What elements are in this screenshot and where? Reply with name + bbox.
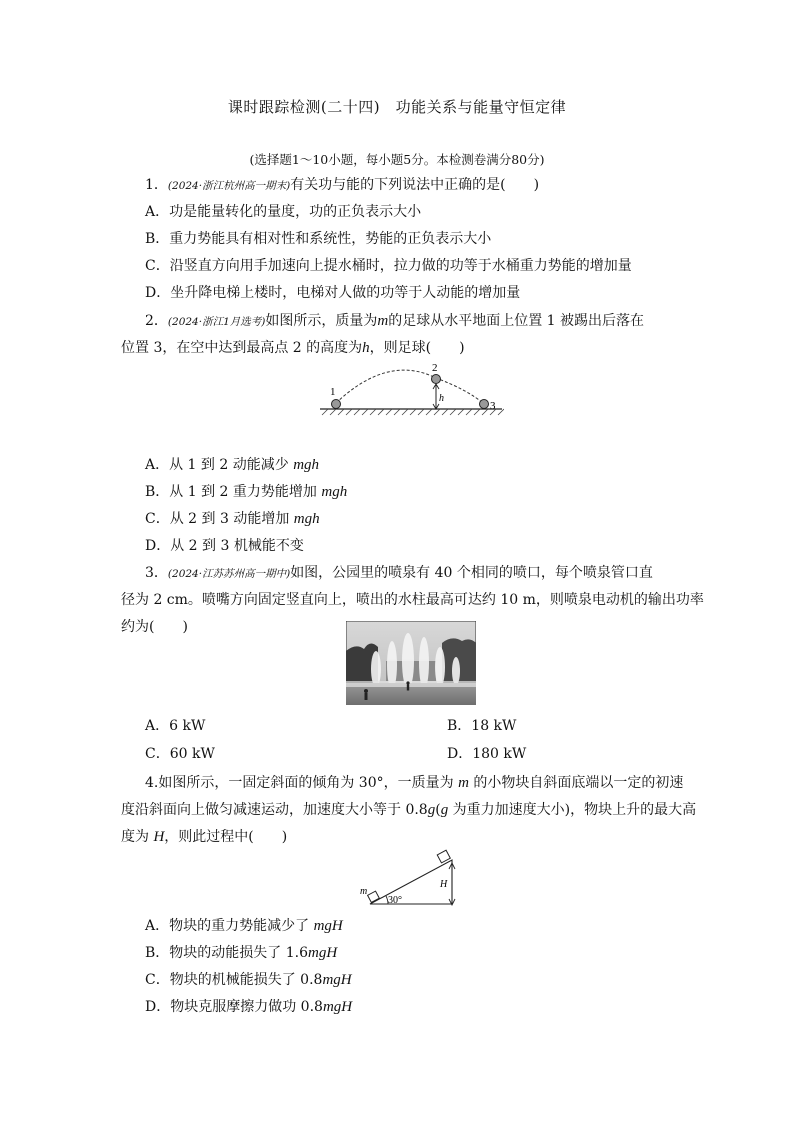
q4-var-g1: g bbox=[427, 802, 436, 818]
q3-text-1: 如图，公园里的喷泉有 40 个相同的喷口，每个喷泉管口直 bbox=[290, 565, 653, 581]
q2-a-math: mgh bbox=[293, 457, 320, 473]
q3-option-b: B．18 kW bbox=[447, 718, 517, 734]
q4-c-text: C．物块的机械能损失了 0.8 bbox=[145, 972, 323, 988]
q2-stem-line1 bbox=[145, 311, 644, 332]
q4-c-math: mgH bbox=[322, 972, 352, 988]
q2-c-math: mgh bbox=[293, 511, 320, 527]
q3-option-d: D．180 kW bbox=[447, 746, 527, 762]
ball-position-2 bbox=[432, 375, 441, 384]
q4-stem-line1 bbox=[145, 773, 683, 793]
ball-position-3 bbox=[480, 400, 489, 409]
fountain-photo bbox=[346, 621, 476, 705]
q2-text-1a: 如图所示，质量为 bbox=[265, 313, 378, 329]
q2-var-m: m bbox=[377, 313, 389, 329]
q1-source: (2024·浙江杭州高一期末) bbox=[167, 180, 291, 192]
q3-number: 3． bbox=[145, 565, 168, 581]
q3-stem-line2: 径为 2 cm。喷嘴方向固定竖直向上，喷出的水柱最高可达约 10 m，则喷泉电动机的输出功率 bbox=[121, 592, 704, 608]
q4-text-3a: 度为 bbox=[121, 829, 154, 845]
q4-b-text: B．物块的动能损失了 1.6 bbox=[145, 945, 309, 961]
q4-text-1b: 的小物块自斜面底端以一定的初速 bbox=[468, 775, 684, 791]
ball-position-1 bbox=[332, 400, 341, 409]
q2-stem-line2 bbox=[121, 338, 465, 358]
q4-option-b bbox=[145, 943, 337, 963]
q2-number: 2． bbox=[145, 313, 168, 329]
q4-text-2a: 度沿斜面向上做匀减速运动，加速度大小等于 0.8 bbox=[121, 802, 428, 818]
q4-d-math: mgH bbox=[322, 999, 353, 1015]
page-title: 课时跟踪检测(二十四) 功能关系与能量守恒定律 bbox=[227, 98, 567, 116]
ground-hatch bbox=[322, 409, 504, 415]
q1-stem bbox=[145, 175, 539, 196]
q1-option-d: D．坐升降电梯上楼时，电梯对人做的功等于人动能的增加量 bbox=[145, 285, 521, 301]
q2-option-c bbox=[145, 509, 320, 529]
q3-option-c: C．60 kW bbox=[145, 746, 215, 762]
q4-text-2b: ( bbox=[435, 802, 441, 818]
q2-option-a bbox=[145, 455, 319, 475]
q2-d-text: D．从 2 到 3 机械能不变 bbox=[145, 538, 304, 554]
top-block bbox=[437, 850, 450, 863]
q4-option-d bbox=[145, 997, 352, 1017]
q2-option-d bbox=[145, 536, 304, 556]
q2-source: (2024·浙江1月选考) bbox=[167, 316, 266, 328]
q4-incline-figure bbox=[360, 848, 465, 910]
q4-var-H: H bbox=[153, 829, 165, 845]
q2-trajectory-figure bbox=[318, 362, 504, 424]
label-m: m bbox=[360, 886, 368, 897]
q2-b-text: B．从 1 到 2 重力势能增加 bbox=[145, 484, 322, 500]
q3-source: (2024·江苏苏州高一期中) bbox=[167, 568, 291, 580]
q4-stem-line2 bbox=[121, 800, 696, 820]
q4-option-a bbox=[145, 916, 343, 936]
label-angle: 30° bbox=[388, 895, 402, 906]
q2-var-h: h bbox=[362, 340, 370, 356]
q4-a-math: mgH bbox=[313, 918, 343, 934]
q4-var-m: m bbox=[458, 775, 469, 791]
q4-text-3b: ，则此过程中( ) bbox=[164, 829, 288, 845]
q2-option-b bbox=[145, 482, 347, 502]
q2-b-math: mgh bbox=[321, 484, 348, 500]
q4-stem-line3 bbox=[121, 827, 287, 847]
q2-text-2b: ，则足球( ) bbox=[369, 340, 465, 356]
q1-option-a: A．功是能量转化的量度，功的正负表示大小 bbox=[145, 204, 422, 220]
bottom-block bbox=[368, 891, 380, 902]
q2-text-2a: 位置 3，在空中达到最高点 2 的高度为 bbox=[121, 340, 363, 356]
label-1: 1 bbox=[330, 386, 336, 398]
trajectory-curve bbox=[336, 370, 484, 404]
q4-text-1a: 4.如图所示，一固定斜面的倾角为 30°，一质量为 bbox=[145, 775, 459, 791]
q3-option-a: A．6 kW bbox=[145, 718, 206, 734]
q4-option-c bbox=[145, 970, 352, 990]
label-H: H bbox=[440, 879, 448, 890]
q3-stem-line3: 约为( ) bbox=[121, 619, 188, 635]
q4-var-g2: g bbox=[440, 802, 449, 818]
q4-text-2c: 为重力加速度大小)，物块上升的最大高 bbox=[448, 802, 697, 818]
q1-option-b: B．重力势能具有相对性和系统性，势能的正负表示大小 bbox=[145, 231, 492, 247]
q4-b-math: mgH bbox=[308, 945, 338, 961]
q2-c-text: C．从 2 到 3 动能增加 bbox=[145, 511, 294, 527]
label-h: h bbox=[439, 393, 444, 404]
q4-d-text: D．物块克服摩擦力做功 0.8 bbox=[145, 999, 323, 1015]
scoring-note: (选择题1～10小题，每小题5分。本检测卷满分80分) bbox=[249, 152, 545, 167]
q1-number: 1． bbox=[145, 177, 168, 193]
q2-a-text: A．从 1 到 2 动能减少 bbox=[145, 457, 294, 473]
q4-a-text: A．物块的重力势能减少了 bbox=[145, 918, 314, 934]
label-3: 3 bbox=[490, 400, 496, 412]
q2-text-1b: 的足球从水平地面上位置 1 被踢出后落在 bbox=[388, 313, 645, 329]
q3-stem-line1 bbox=[145, 563, 653, 584]
q1-text: 有关功与能的下列说法中正确的是( ) bbox=[290, 177, 540, 193]
q1-option-c: C．沿竖直方向用手加速向上提水桶时，拉力做的功等于水桶重力势能的增加量 bbox=[145, 258, 632, 274]
label-2: 2 bbox=[432, 362, 438, 374]
